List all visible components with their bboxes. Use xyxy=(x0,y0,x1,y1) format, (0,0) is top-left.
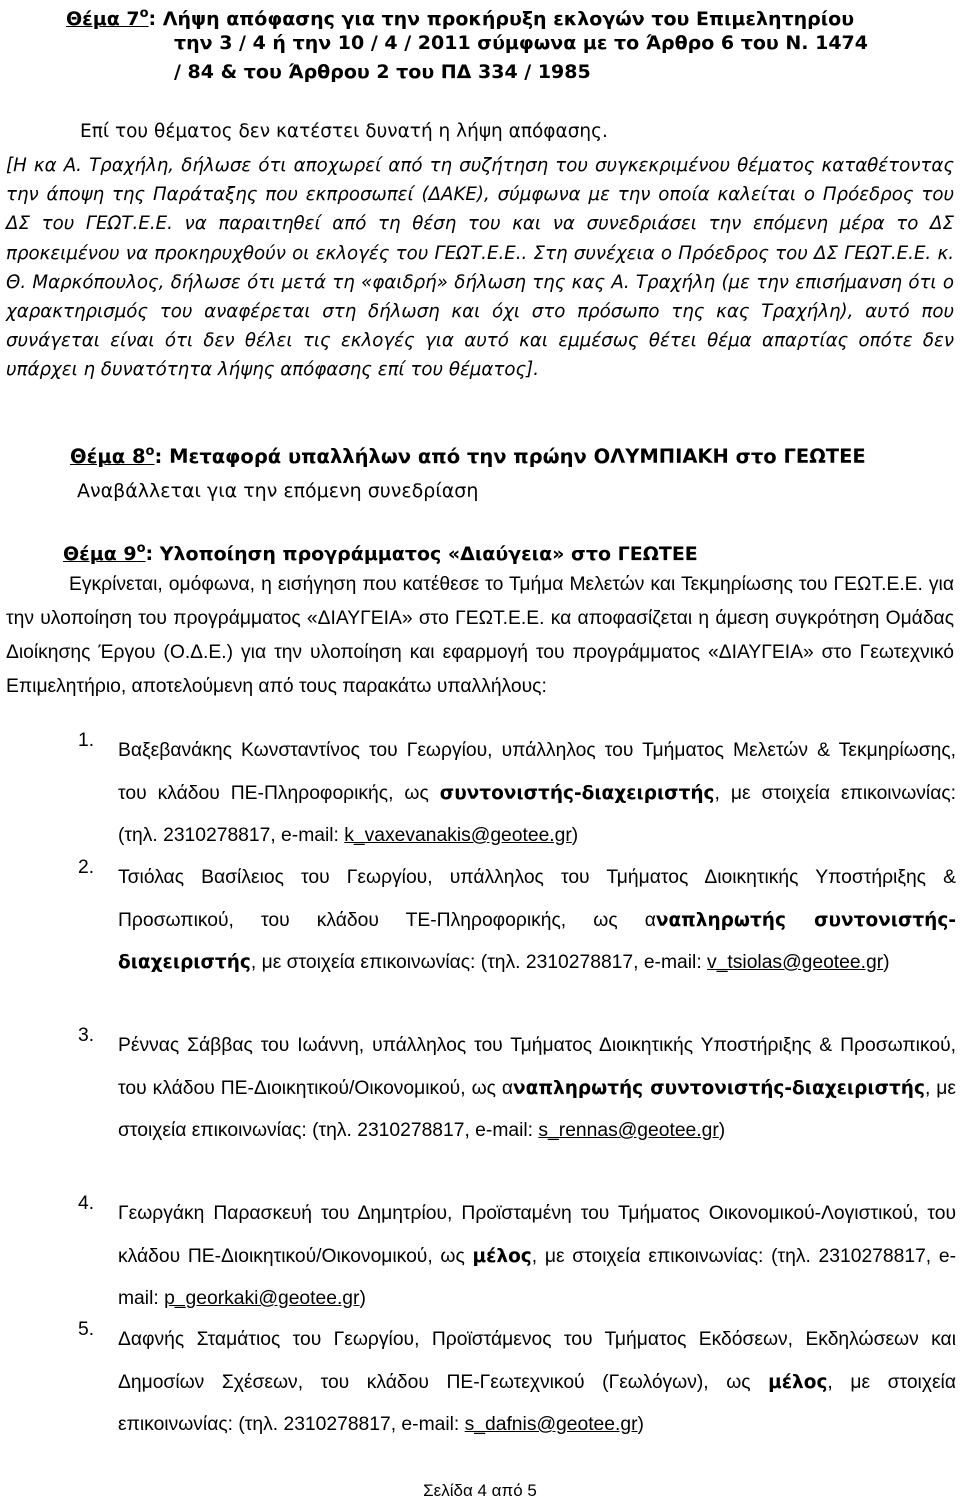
topic7-decision: Επί του θέματος δεν κατέστει δυνατή η λήψη απόφασης. xyxy=(80,121,608,142)
email-link[interactable]: s_dafnis@geotee.gr xyxy=(464,1414,638,1435)
topic9-label: Θέμα $9^o$ xyxy=(63,541,146,565)
list-number: 1. xyxy=(78,730,95,751)
topic8-heading: Θέμα $8^o$: Μεταφορά υπαλλήλων από την πρώην ΟΛΥΜΠΙΑΚΗ στο ΓΕΩΤΕΕ xyxy=(70,444,866,468)
role: μέλος xyxy=(472,1245,532,1267)
topic8-label: Θέμα $8^o$ xyxy=(70,444,155,468)
topic9-decision: Εγκρίνεται, ομόφωνα, η εισήγηση που κατέθεσε το Τμήμα Μελετών και Τεκμηρίωσης του ΓΕΩΤ.Ε.Ε. για την υλοποίηση του προγράμματος «ΔΙΑΥΓΕΙΑ» στο ΓΕΩΤ.Ε.Ε. κα αποφασίζεται η άμεση συγκρότηση Ομάδας Διοίκησης Έργου (Ο.Δ.Ε.) για την υλοποίηση και εφαρμογή του προγράμματος «ΔΙΑΥΓΕΙΑ» στο Γεωτεχνικό Επιμελητήριο, αποτελούμενη από τους παρακάτω υπαλλήλους: xyxy=(6,574,954,697)
topic7-heading-line1: Θέμα $7^o$: Λήψη απόφασης για την προκήρυξη εκλογών του Επιμελητηρίου xyxy=(66,6,855,30)
list-text: Γεωργάκη Παρασκευή του Δημητρίου, Προϊσταμένη του Τμήματος Οικονομικού-Λογιστικού, του κλάδου ΠΕ-Διοικητικού/Οικονομικού, ως μέλος, με στοιχεία επικοινωνίας: (τηλ. 2310278817, e-mail: p_georkaki@geotee.gr) xyxy=(118,1203,956,1309)
topic7-note: [Η κα Α. Τραχήλη, δήλωσε ότι αποχωρεί από τη συζήτηση του συγκεκριμένου θέματος καταθέτοντας την άποψη της Παράταξης που εκπροσωπεί (ΔΑΚΕ), σύμφωνα με την οποία καλείται ο Πρόεδρος του ΔΣ του ΓΕΩΤ.Ε.Ε. να παραιτηθεί από τη θέση του και να συνεδριάσει την επόμενη μέρα το ΔΣ προκειμένου να προκηρυχθούν οι εκλογές του ΓΕΩΤ.Ε.Ε.. Στη συνέχεια ο Πρόεδρος του ΔΣ ΓΕΩΤ.Ε.Ε. κ. Θ. Μαρκόπουλος, δήλωσε ότι μετά τη «φαιδρή» δήλωση της κας Α. Τραχήλη (με την επισήμανση ότι ο χαρακτηρισμός του αναφέρεται στη δήλωση και όχι στο πρόσωπο της κας Τραχήλη), αυτό που συνάγεται είναι ότι δεν θέλει τις εκλογές για αυτό και εμμέσως θέτει θέμα απαρτίας οπότε δεν υπάρχει η δυνατότητα λήψης απόφασης επί του θέματος]. xyxy=(6,155,954,381)
role: ναπληρωτής συντονιστής-διαχειριστής xyxy=(118,909,956,973)
email-link[interactable]: v_tsiolas@geotee.gr xyxy=(707,952,884,973)
list-number: 5. xyxy=(78,1319,95,1340)
topic8-decision: Αναβάλλεται για την επόμενη συνεδρίαση xyxy=(77,480,479,502)
list-text: Δαφνής Σταμάτιος του Γεωργίου, Προϊστάμενος του Τμήματος Εκδόσεων, Εκδηλώσεων και Δημοσίων Σχέσεων, του κλάδου ΠΕ-Γεωτεχνικού (Γεωλόγων), ως μέλος, με στοιχεία επικοινωνίας: (τηλ. 2310278817, e-mail: s_dafnis@geotee.gr) xyxy=(118,1329,956,1435)
email-link[interactable]: s_rennas@geotee.gr xyxy=(538,1120,719,1141)
list-text: Βαξεβανάκης Κωνσταντίνος του Γεωργίου, υπάλληλος του Τμήματος Μελετών & Τεκμηρίωσης, του κλάδου ΠΕ-Πληροφορικής, ως συντονιστής-διαχειριστής, με στοιχεία επικοινωνίας: (τηλ. 2310278817, e-mail: k_vaxevanakis@geotee.gr) xyxy=(118,740,956,846)
topic9-heading: Θέμα $9^o$: Υλοποίηση προγράμματος «Διαύγεια» στο ΓΕΩΤΕΕ xyxy=(63,541,698,565)
topic7-heading-line2: την 3 / 4 ή την 10 / 4 / 2011 σύμφωνα με το Άρθρο 6 του Ν. 1474 xyxy=(174,32,868,54)
role: ναπληρωτής συντονιστής-διαχειριστής xyxy=(513,1077,925,1099)
list-number: 3. xyxy=(78,1025,95,1046)
list-number: 4. xyxy=(78,1193,95,1214)
email-link[interactable]: k_vaxevanakis@geotee.gr xyxy=(344,825,572,846)
list-text: Τσιόλας Βασίλειος του Γεωργίου, υπάλληλος του Τμήματος Διοικητικής Υποστήριξης & Προσωπικού, του κλάδου ΤΕ-Πληροφορικής, ως αναπληρωτής συντονιστής-διαχειριστής, με στοιχεία επικοινωνίας: (τηλ. 2310278817, e-mail: v_tsiolas@geotee.gr) xyxy=(118,867,956,973)
email-link[interactable]: p_georkaki@geotee.gr xyxy=(164,1288,360,1309)
topic7-label: Θέμα $7^o$ xyxy=(66,6,149,30)
role: συντονιστής-διαχειριστής xyxy=(439,782,715,804)
role: μέλος xyxy=(768,1371,828,1393)
page-footer: Σελίδα 4 από 5 xyxy=(423,1481,537,1500)
list-text: Ρέννας Σάββας του Ιωάννη, υπάλληλος του Τμήματος Διοικητικής Υποστήριξης & Προσωπικού, του κλάδου ΠΕ-Διοικητικού/Οικονομικού, ως αναπληρωτής συντονιστής-διαχειριστής, με στοιχεία επικοινωνίας: (τηλ. 2310278817, e-mail: s_rennas@geotee.gr) xyxy=(118,1035,956,1141)
list-number: 2. xyxy=(78,857,95,878)
topic7-heading-line3: / 84 & του Άρθρου 2 του ΠΔ 334 / 1985 xyxy=(174,61,591,83)
